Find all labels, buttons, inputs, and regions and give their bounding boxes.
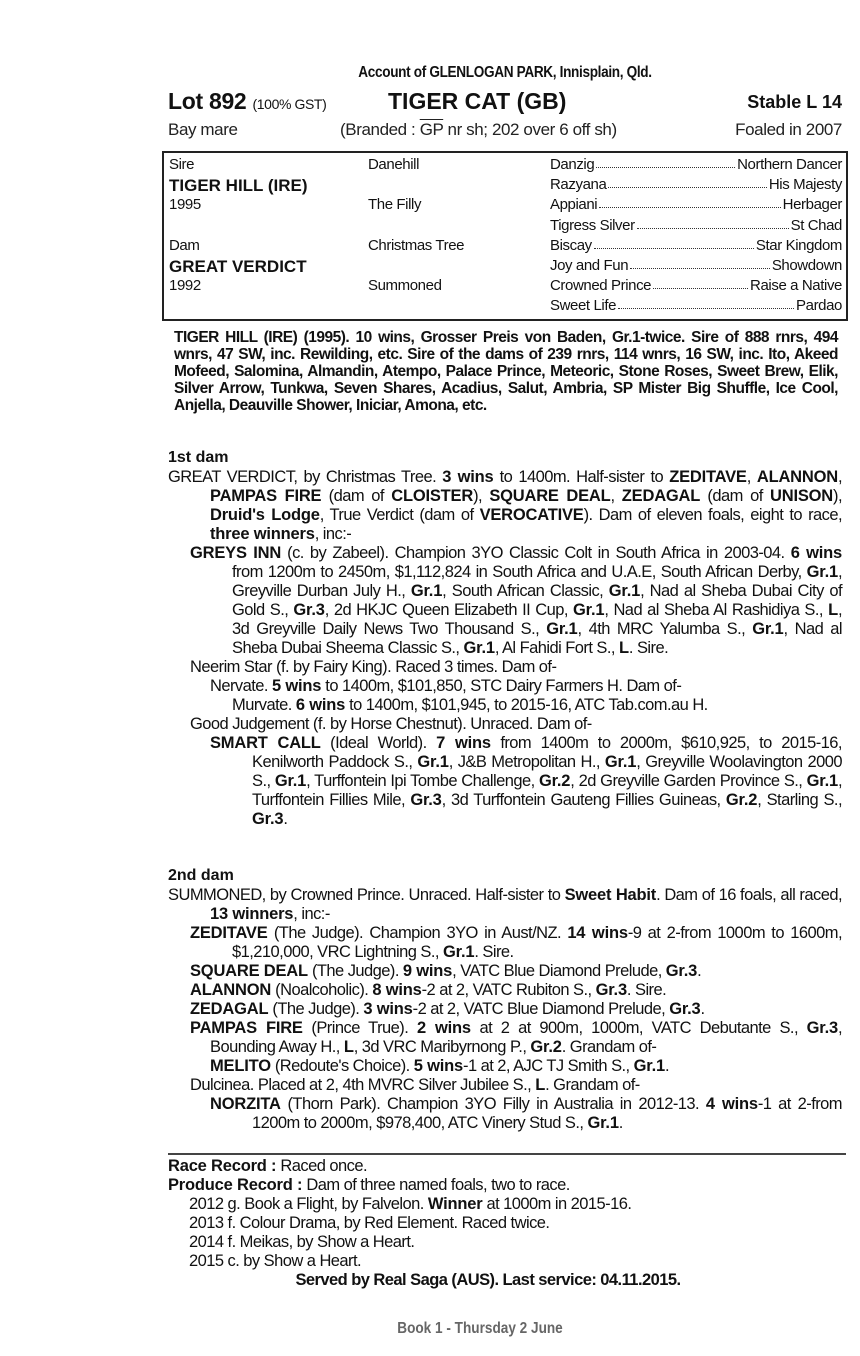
progeny-paragraph — [168, 734, 842, 829]
text-run: , 3d VRC Maribyrnong P., — [353, 1038, 531, 1056]
bold-text: Gr.3 — [252, 810, 284, 828]
pedigree-grandparent: Summoned — [368, 277, 442, 295]
horse-details — [168, 120, 842, 140]
pedigree-row — [164, 176, 846, 196]
text-run: , inc:- — [293, 905, 330, 923]
bold-text: Gr.1 — [546, 620, 578, 638]
text-run: . — [618, 1114, 623, 1132]
bold-text: L — [618, 639, 629, 657]
pedigree-parent: GREAT VERDICT — [169, 257, 307, 276]
text-run: (Noalcoholic). — [271, 981, 373, 999]
bold-text: Gr.1 — [274, 772, 307, 790]
progeny-paragraph — [168, 677, 842, 696]
text-run: . Grandam of- — [545, 1076, 640, 1094]
produce-record-text: Dam of three named foals, two to race. — [302, 1176, 570, 1194]
bold-text: Gr.1 — [752, 620, 784, 638]
bold-text: Gr.1 — [633, 1057, 665, 1075]
bold-text: Gr.1 — [463, 639, 495, 657]
pedigree-ancestor-sire: Northern Dancer — [737, 156, 842, 173]
text-run: , Nad al Sheba Dubai Sheema Classic S., — [232, 620, 842, 657]
text-run: . Grandam of- — [561, 1038, 657, 1056]
bold-text: Gr.1 — [417, 753, 449, 771]
text-run: . — [664, 1057, 669, 1075]
text-run: GREAT VERDICT, by Christmas Tree. — [168, 468, 443, 486]
text-run: -2 at 2, VATC Blue Diamond Prelude, — [412, 1000, 670, 1018]
bold-text: L — [828, 601, 838, 619]
lot-header — [168, 88, 842, 118]
brand-info — [340, 120, 617, 140]
dotted-leader — [637, 217, 789, 229]
bold-text: three winners — [210, 525, 315, 543]
pedigree-great-grandparent — [550, 217, 842, 234]
foal-entry — [168, 1233, 848, 1252]
bold-text: SQUARE DEAL — [190, 962, 308, 980]
text-run: , — [610, 487, 622, 505]
first-dam-section — [168, 468, 842, 829]
text-run: . — [697, 962, 702, 980]
bold-text: L — [535, 1076, 546, 1094]
bold-text: Gr.1 — [573, 601, 605, 619]
text-run: (dam of — [700, 487, 771, 505]
text-run: 2012 g. Book a Flight, by Falvelon. — [189, 1195, 428, 1213]
pedigree-grandparent: Christmas Tree — [368, 236, 465, 254]
bold-text: Gr.1 — [604, 753, 637, 771]
bold-text: 6 wins — [295, 696, 346, 714]
text-run: from 1200m to 2450m, $1,112,824 in South Africa and U.A.E, South African Derby, — [232, 563, 807, 581]
lot-label: Lot 892 — [168, 88, 247, 114]
bold-text: 9 wins — [402, 962, 453, 980]
bold-text: Winner — [427, 1195, 483, 1213]
progeny-paragraph — [168, 924, 842, 962]
pedigree-ancestor: Razyana — [550, 176, 607, 194]
text-run: , True Verdict (dam of — [319, 506, 480, 524]
pedigree-parent: Sire — [169, 156, 195, 173]
progeny-paragraph — [168, 544, 842, 658]
bold-text: Gr.1 — [806, 563, 838, 581]
pedigree-great-grandparent — [550, 237, 842, 254]
text-run: , Nad al Sheba Dubai City of Gold S., — [232, 582, 842, 619]
bold-text: 3 wins — [363, 1000, 413, 1018]
second-dam-heading: 2nd dam — [168, 867, 234, 884]
bold-text: SQUARE DEAL — [489, 487, 611, 505]
bold-text: PAMPAS FIRE — [210, 487, 322, 505]
dam-paragraph — [168, 886, 842, 924]
text-run: Nervate. — [210, 677, 272, 695]
text-run: , 3d Greyville Daily News Two Thousand S., — [232, 601, 842, 638]
text-run: . Sire. — [626, 981, 667, 999]
race-record-text: Raced once. — [276, 1157, 367, 1175]
text-run: to 1400m, $101,945, to 2015-16, ATC Tab.com.au H. — [345, 696, 708, 714]
text-run: SUMMONED, by Crowned Prince. Unraced. Half-sister to — [168, 886, 565, 904]
text-run: -1 at 2-from 1200m to 2000m, $978,400, ATC Vinery Stud S., — [252, 1095, 842, 1132]
dam-paragraph — [168, 468, 842, 544]
pedigree-ancestor: Biscay — [550, 236, 592, 254]
bold-text: Gr.1 — [608, 582, 641, 600]
bold-text: ZEDITAVE — [669, 468, 747, 486]
pedigree-ancestor-sire: Star Kingdom — [755, 236, 842, 254]
bold-text: ZEDAGAL — [190, 1000, 269, 1018]
bold-text: 4 wins — [705, 1095, 758, 1113]
vendor-account: Account of GLENLOGAN PARK, Innisplain, Qld. — [358, 64, 652, 81]
text-run: , Bounding Away H., — [210, 1019, 842, 1056]
text-run: . Dam of 16 foals, all raced, — [656, 886, 842, 904]
bold-text: Gr.3 — [595, 981, 627, 999]
bold-text: Gr.2 — [530, 1038, 562, 1056]
pedigree-row — [164, 156, 846, 176]
text-run: , Starling S., — [757, 791, 842, 809]
pedigree-great-grandparent — [550, 277, 842, 294]
progeny-paragraph — [168, 1076, 842, 1095]
text-run: . Sire. — [628, 639, 669, 657]
pedigree-ancestor: Tigress Silver — [550, 216, 635, 234]
foal-entry — [168, 1252, 848, 1271]
text-run: . Sire. — [474, 943, 514, 961]
text-run: , Turffontein Ipi Tombe Challenge, — [306, 772, 539, 790]
bold-text: ZEDAGAL — [621, 487, 701, 505]
pedigree-great-grandparent — [550, 196, 842, 213]
bold-text: VEROCATIVE — [479, 506, 584, 524]
text-run: . — [283, 810, 288, 828]
text-run: , — [837, 468, 842, 486]
pedigree-ancestor-sire: Herbager — [782, 196, 842, 214]
text-run: , inc:- — [314, 525, 352, 543]
pedigree-row — [164, 196, 846, 216]
pedigree-parent: Dam — [169, 236, 200, 254]
bold-text: Gr.2 — [725, 791, 758, 809]
progeny-paragraph — [168, 1057, 842, 1076]
text-run: , 3d Turffontein Gauteng Fillies Guineas, — [441, 791, 726, 809]
text-run: to 1400m, $101,850, STC Dairy Farmers H. Dam of- — [321, 677, 682, 695]
bold-text: ALANNON — [756, 468, 838, 486]
progeny-paragraph — [168, 696, 842, 715]
text-run: , VATC Blue Diamond Prelude, — [452, 962, 666, 980]
text-run: (The Judge). — [268, 1000, 364, 1018]
colour-sex: Bay mare — [168, 120, 238, 139]
text-run: 2014 f. Meikas, by Show a Heart. — [189, 1233, 415, 1251]
dotted-leader — [599, 196, 780, 208]
pedigree-row — [164, 217, 846, 237]
progeny-paragraph — [168, 1000, 842, 1019]
pedigree-ancestor: Joy and Fun — [550, 257, 629, 274]
text-run: to 1400m. Half-sister to — [493, 468, 670, 486]
pedigree-grandparent: The Filly — [368, 196, 422, 214]
bold-text: Druid's Lodge — [210, 506, 320, 524]
foal-entry — [168, 1195, 848, 1214]
bold-text: Gr.1 — [587, 1114, 619, 1132]
text-run: (The Judge). Champion 3YO in Aust/NZ. — [267, 924, 568, 942]
progeny-paragraph — [168, 658, 842, 677]
pedigree-ancestor: Crowned Prince — [550, 277, 652, 295]
dotted-leader — [618, 297, 794, 309]
bold-text: NORZITA — [210, 1095, 281, 1113]
records-section — [168, 1157, 848, 1290]
sire-biography: TIGER HILL (IRE) (1995). 10 wins, Grosser Preis von Baden, Gr.1-twice. Sire of 888 rnrs, 494 wnrs, 47 SW, inc. Rewilding, etc. Sire of the dams of 239 rnrs, 114 wnrs, 16 SW, inc. Ito, Akeed Mofeed, Salomina, Almandin, Atempo, Palace Prince, Meteoric, Stone Roses, Sweet Brew, Elik, Silver Arrow, Tunkwa, Seven Shares, Acadius, Salut, Ambria, SP Mister Big Shuffle, Ice Cool, Anjella, Deauville Shower, Iniciar, Amona, etc. — [174, 329, 838, 414]
text-run: -1 at 2, AJC TJ Smith S., — [463, 1057, 634, 1075]
pedigree-ancestor-sire: His Majesty — [768, 176, 842, 194]
pedigree-ancestor: Sweet Life — [550, 297, 617, 315]
section-divider — [168, 1153, 846, 1155]
bold-text: Gr.3 — [410, 791, 442, 809]
text-run: , Nad al Sheba Al Rashidiya S., — [604, 601, 829, 619]
text-run: (Prince True). — [302, 1019, 417, 1037]
dotted-leader — [596, 156, 735, 168]
bold-text: L — [343, 1038, 354, 1056]
pedigree-row — [164, 297, 846, 317]
text-run: ), — [473, 487, 490, 505]
text-run: (Redoute's Choice). — [270, 1057, 414, 1075]
pedigree-row — [164, 277, 846, 297]
text-run: (Ideal World). — [320, 734, 437, 752]
progeny-paragraph — [168, 981, 842, 1000]
pedigree-great-grandparent — [550, 156, 842, 173]
text-run: (c. by Zabeel). Champion 3YO Classic Colt in South Africa in 2003-04. — [281, 544, 791, 562]
produce-record — [168, 1176, 848, 1195]
pedigree-parent: 1995 — [169, 196, 201, 214]
text-run: from 1400m to 2000m, $610,925, to 2015-16, Kenilworth Paddock S., — [252, 734, 842, 771]
pedigree-row — [164, 237, 846, 257]
brand-mark: $\overline{GP}$ — [419, 120, 444, 139]
bold-text: 3 wins — [442, 468, 494, 486]
dotted-leader — [630, 257, 770, 269]
bold-text: 7 wins — [436, 734, 491, 752]
bold-text: 14 wins — [567, 924, 628, 942]
bold-text: Gr.1 — [443, 943, 475, 961]
text-run: , — [746, 468, 757, 486]
dotted-leader — [608, 176, 766, 188]
progeny-paragraph — [168, 962, 842, 981]
brand-suffix: nr sh; 202 over 6 off sh) — [443, 120, 617, 139]
text-run: -2 at 2, VATC Rubiton S., — [421, 981, 596, 999]
pedigree-row — [164, 257, 846, 277]
first-dam-heading: 1st dam — [168, 449, 229, 466]
text-run: , 4th MRC Yalumba S., — [577, 620, 753, 638]
second-dam-section — [168, 886, 842, 1133]
bold-text: Gr.3 — [665, 962, 698, 980]
pedigree-ancestor: Danzig — [550, 156, 595, 173]
text-run: at 2 at 900m, 1000m, VATC Debutante S., — [470, 1019, 807, 1037]
text-run: (The Judge). — [307, 962, 403, 980]
text-run: 2013 f. Colour Drama, by Red Element. Raced twice. — [189, 1214, 550, 1232]
text-run: Neerim Star (f. by Fairy King). Raced 3 times. Dam of- — [190, 658, 557, 676]
bold-text: ALANNON — [190, 981, 272, 999]
race-record — [168, 1157, 848, 1176]
bold-text: Gr.3 — [806, 1019, 838, 1037]
text-run: , South African Classic, — [442, 582, 609, 600]
text-run: , Greyville Woolavington 2000 S., — [252, 753, 842, 790]
bold-text: Gr.1 — [806, 772, 838, 790]
brand-prefix: (Branded : — [340, 120, 420, 139]
bold-text: 5 wins — [272, 677, 322, 695]
text-run: at 1000m in 2015-16. — [482, 1195, 632, 1213]
bold-text: GREYS INN — [190, 544, 282, 562]
pedigree-table — [162, 151, 848, 321]
progeny-paragraph — [168, 1019, 842, 1057]
progeny-paragraph — [168, 1095, 842, 1133]
bold-text: Gr.3 — [669, 1000, 701, 1018]
pedigree-great-grandparent — [550, 176, 842, 193]
bold-text: CLOISTER — [391, 487, 474, 505]
text-run: , Greyville Durban July H., — [232, 563, 842, 600]
text-run: Good Judgement (f. by Horse Chestnut). Unraced. Dam of- — [190, 715, 592, 733]
lot-number — [168, 88, 326, 115]
horse-name: TIGER CAT (GB) — [388, 88, 567, 114]
race-record-label: Race Record : — [168, 1157, 277, 1175]
bold-text: Gr.2 — [538, 772, 571, 790]
text-run: , 2d HKJC Queen Elizabeth II Cup, — [324, 601, 573, 619]
bold-text: 6 wins — [790, 544, 843, 562]
bold-text: 5 wins — [413, 1057, 463, 1075]
text-run: ), — [833, 487, 843, 505]
text-run: , J&B Metropolitan H., — [448, 753, 605, 771]
bold-text: 8 wins — [372, 981, 422, 999]
text-run: ). Dam of eleven foals, eight to race, — [583, 506, 843, 524]
text-run: 2015 c. by Show a Heart. — [189, 1252, 362, 1270]
page-footer: Book 1 - Thursday 2 June — [397, 1320, 563, 1337]
bold-text: Sweet Habit — [564, 886, 657, 904]
dotted-leader — [653, 277, 748, 289]
pedigree-ancestor: Appiani — [550, 196, 598, 214]
bold-text: Gr.3 — [293, 601, 325, 619]
gst-note: (100% GST) — [252, 96, 327, 112]
bold-text: UNISON — [770, 487, 834, 505]
service-note: Served by Real Saga (AUS). Last service: 04.11.2015. — [295, 1271, 681, 1289]
pedigree-grandparent: Danehill — [368, 156, 419, 173]
pedigree-great-grandparent — [550, 297, 842, 314]
foal-entry — [168, 1214, 848, 1233]
pedigree-ancestor-sire: Showdown — [771, 257, 842, 274]
bold-text: ZEDITAVE — [190, 924, 268, 942]
text-run: , 2d Greyville Garden Province S., — [570, 772, 807, 790]
text-run: . — [700, 1000, 705, 1018]
pedigree-ancestor-sire: St Chad — [790, 216, 842, 234]
text-run: (Thorn Park). Champion 3YO Filly in Australia in 2012-13. — [280, 1095, 706, 1113]
text-run: , Al Fahidi Fort S., — [494, 639, 619, 657]
stable-location: Stable L 14 — [747, 92, 842, 112]
text-run: Murvate. — [232, 696, 296, 714]
bold-text: SMART CALL — [210, 734, 321, 752]
text-run: (dam of — [321, 487, 392, 505]
pedigree-parent: TIGER HILL (IRE) — [169, 176, 308, 196]
pedigree-ancestor-sire: Raise a Native — [750, 277, 842, 295]
pedigree-ancestor-sire: Pardao — [796, 297, 842, 315]
produce-record-label: Produce Record : — [168, 1176, 303, 1194]
bold-text: PAMPAS FIRE — [190, 1019, 303, 1037]
progeny-paragraph — [168, 715, 842, 734]
pedigree-parent: 1992 — [169, 277, 201, 295]
text-run: -9 at 2-from 1000m to 1600m, $1,210,000, VRC Lightning S., — [232, 924, 842, 961]
dotted-leader — [594, 237, 754, 249]
bold-text: 13 winners — [210, 905, 294, 923]
foaled-year: Foaled in 2007 — [735, 120, 842, 139]
pedigree-great-grandparent — [550, 257, 842, 274]
bold-text: 2 wins — [416, 1019, 471, 1037]
text-run: Dulcinea. Placed at 2, 4th MVRC Silver Jubilee S., — [190, 1076, 536, 1094]
bold-text: MELITO — [210, 1057, 271, 1075]
text-run: , Turffontein Fillies Mile, — [252, 772, 843, 809]
bold-text: Gr.1 — [410, 582, 443, 600]
